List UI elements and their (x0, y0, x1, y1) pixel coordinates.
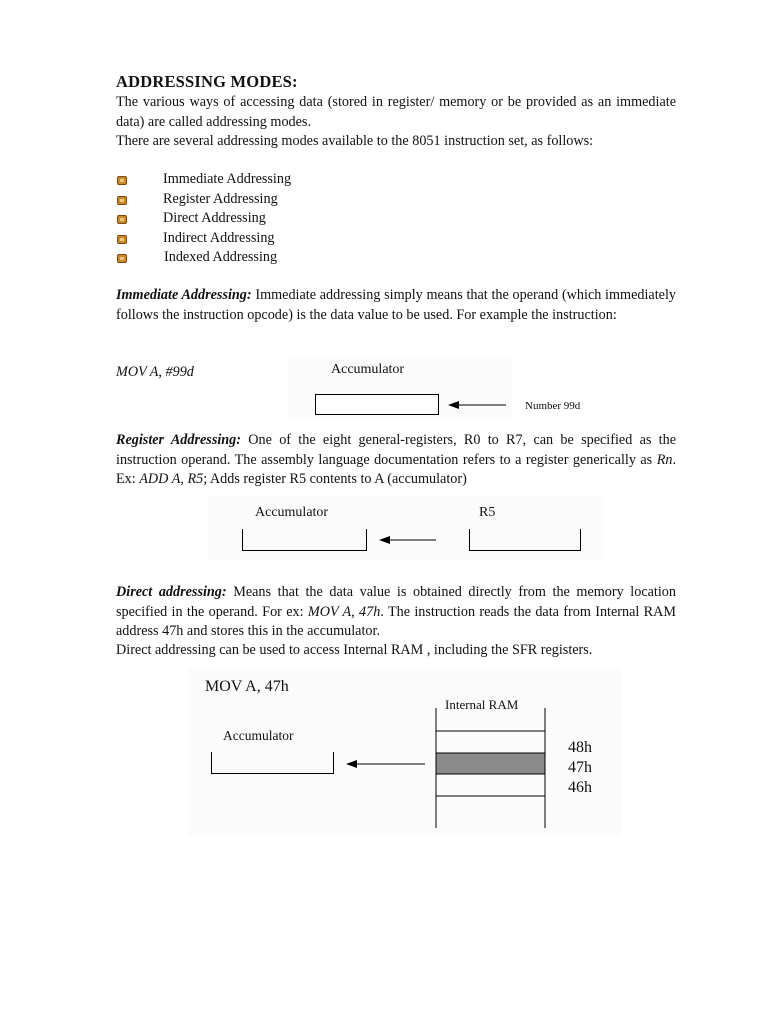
bullet-icon (117, 196, 127, 205)
r5-label: R5 (479, 505, 496, 520)
register-figure (208, 496, 604, 560)
arrow-left-icon (346, 760, 357, 768)
bullet-icon (117, 235, 127, 244)
accumulator-label: Accumulator (255, 505, 329, 520)
internal-ram-diagram (188, 668, 622, 836)
immediate-figure (288, 356, 512, 420)
intro-paragraph-2: There are several addressing modes available to the 8051 instruction set, as follows: (116, 133, 594, 149)
accumulator-label: Accumulator (223, 728, 294, 743)
highlighted-ram-cell (436, 753, 545, 774)
arrow-left-icon (208, 496, 604, 560)
arrow-left-icon (288, 356, 512, 420)
internal-ram-label: Internal RAM (445, 697, 519, 712)
immediate-paragraph: Immediate Addressing: Immediate addressing simply means that the operand (which immediately follows the instruction opcode) is the data value to be used. For example the instruction: (116, 287, 676, 323)
intro-paragraph: The various ways of accessing data (stored in register/ memory or be provided as an immediate data) are called addressing modes. (116, 94, 676, 130)
register-paragraph: Register Addressing: One of the eight general-registers, R0 to R7, can be specified as the instruction operand. The assembly language documentation refers to a register generically as Rn. Ex: ADD A, R5; Adds register R5 contents to A (accumulator) (116, 432, 676, 487)
direct-paragraph-2: Direct addressing can be used to access Internal RAM , including the SFR registers. (116, 642, 593, 658)
bullet-icon (117, 176, 127, 185)
address-label: 48h (568, 739, 592, 756)
address-label: 46h (568, 779, 592, 796)
figure-title: MOV A, 47h (205, 678, 289, 695)
immediate-term: Immediate Addressing: (116, 287, 252, 303)
bullet-icon (117, 215, 127, 224)
accumulator-label: Accumulator (331, 362, 405, 377)
register-term: Register Addressing: (116, 432, 241, 448)
direct-term: Direct addressing: (116, 584, 227, 600)
number-label: Number 99d (525, 400, 581, 412)
direct-figure (188, 668, 622, 836)
bullet-icon (117, 254, 127, 263)
page-title: ADDRESSING MODES: (116, 72, 298, 91)
immediate-example: MOV A, #99d (116, 364, 194, 380)
direct-paragraph: Direct addressing: Means that the data value is obtained directly from the memory location specified in the operand. For ex: MOV A, 47h. The instruction reads the data from Internal RAM address 47h and stores this in the accumulator. (116, 584, 677, 639)
address-label: 47h (568, 759, 592, 776)
